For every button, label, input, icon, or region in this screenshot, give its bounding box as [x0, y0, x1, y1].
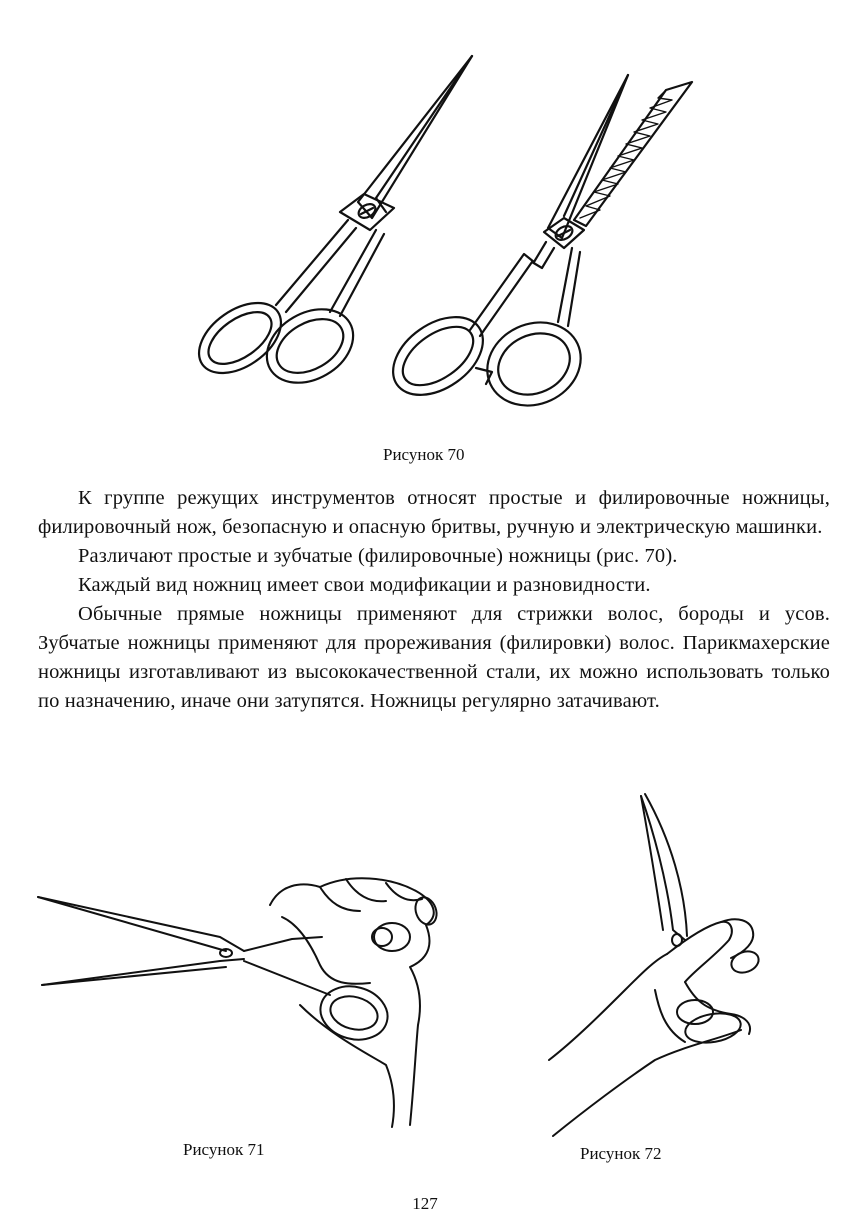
scissors-ring: [314, 979, 393, 1047]
fingertip-nail: [728, 948, 761, 976]
scissors-blade-back: [645, 794, 687, 936]
figure-70-caption: Рисунок 70: [383, 445, 465, 464]
figure-72-caption: Рисунок 72: [580, 1144, 662, 1163]
paragraph-usage: Обычные прямые ножницы применяют для стрижки волос, бороды и усов. Зубчатые ножницы применяют для прореживания (филировки) волос. Парикмахерские ножницы изготавливают из высококачественной стали, их можно использовать только по назначению, иначе они затупятся. Ножницы регулярно затачивают.: [38, 603, 830, 712]
body-text: [38, 484, 830, 716]
page-number: 127: [412, 1194, 438, 1213]
thinning-scissors-ring-right: [474, 307, 595, 420]
figure-71-illustration: [30, 855, 450, 1135]
scissors-blade-front: [641, 796, 685, 940]
figure-70-illustration: [180, 50, 700, 425]
hand-outline: [549, 954, 667, 1060]
hand-outline: [270, 878, 434, 1125]
paragraph-cutting-tools: К группе режущих инструментов относят простые и филировочные ножницы, филировочный нож, безопасную и опасную бритвы, ручную и электрическую машинки.: [38, 487, 830, 538]
figure-72-illustration: [545, 790, 775, 1145]
figure-71-caption: Рисунок 71: [183, 1140, 265, 1159]
paragraph-scissors-types: Различают простые и зубчатые (филировочные) ножницы (рис. 70).: [78, 545, 678, 567]
paragraph-modifications: Каждый вид ножниц имеет свои модификации и разновидности.: [78, 574, 651, 596]
